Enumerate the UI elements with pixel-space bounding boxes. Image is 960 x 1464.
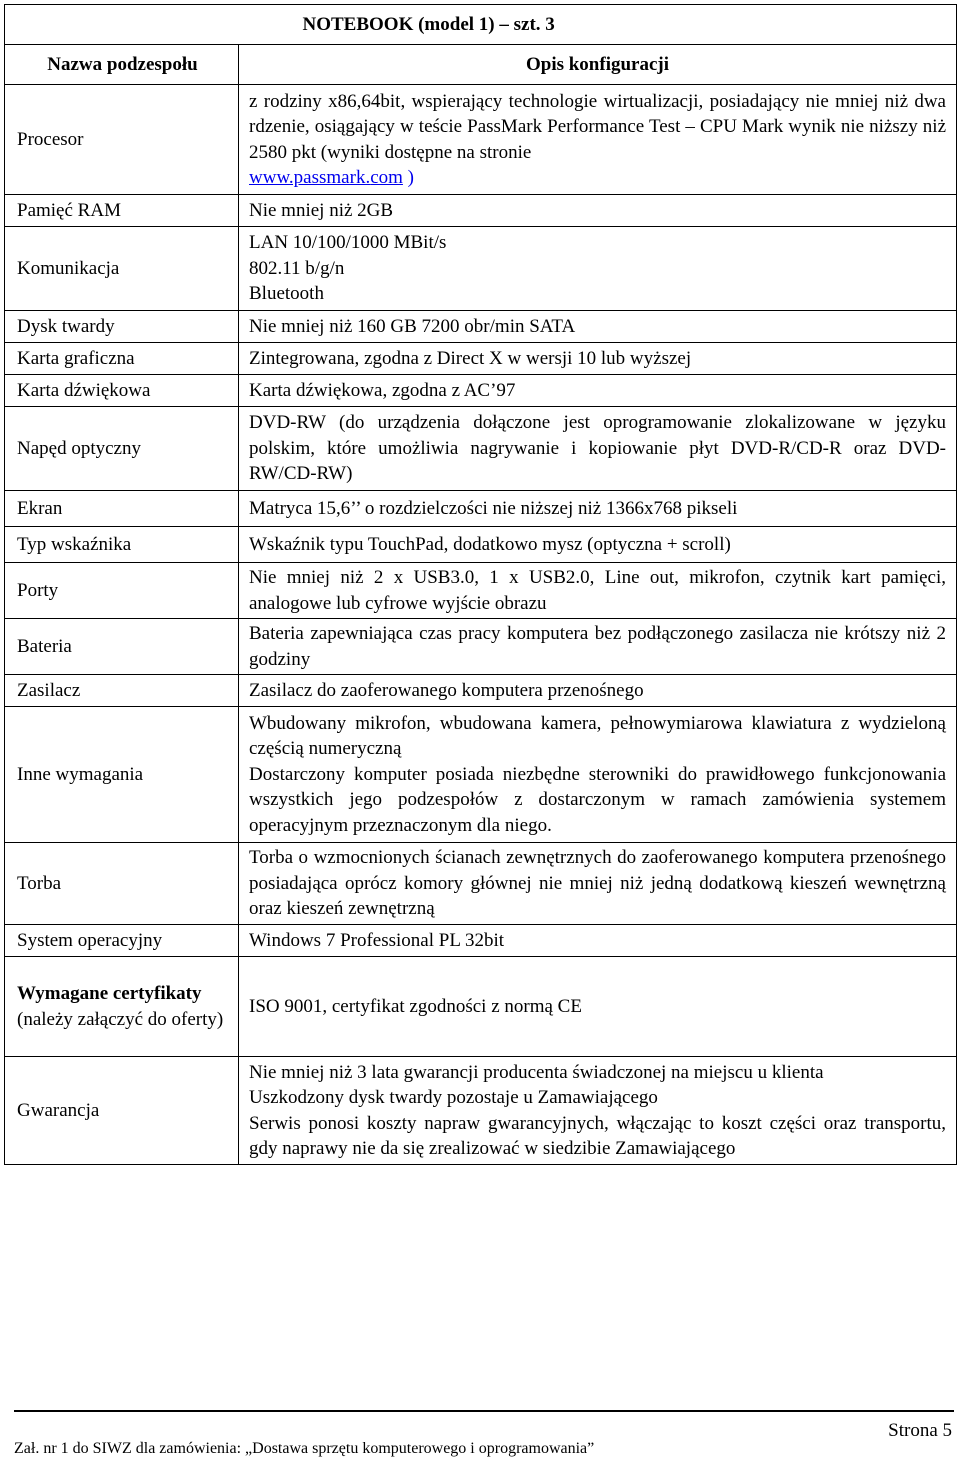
table-row <box>5 707 957 843</box>
header-component: Nazwa podzespołu <box>5 45 239 85</box>
table-row <box>5 843 957 925</box>
row-label: System operacyjny <box>5 925 239 957</box>
footer-divider <box>14 1410 954 1412</box>
row-label: Torba <box>5 843 239 925</box>
table-row <box>5 195 957 227</box>
table-row <box>5 925 957 957</box>
row-description: Zintegrowana, zgodna z Direct X w wersji 10 lub wyższej <box>239 343 957 375</box>
row-description: Bateria zapewniająca czas pracy komputera bez podłączonego zasilacza nie krótszy niż 2 godziny <box>239 619 957 675</box>
row-description: Nie mniej niż 160 GB 7200 obr/min SATA <box>239 311 957 343</box>
certificates-label: Wymagane certyfikaty <box>17 983 202 1004</box>
row-line: Dostarczony komputer posiada niezbędne sterowniki do prawidłowego funkcjonowania wszystkich jego podzespołów z dostarczonym w ramach zamówienia systemem operacyjnym przeznaczonym dla niego. <box>249 763 946 836</box>
row-label: Porty <box>5 563 239 619</box>
row-description: Karta dźwiękowa, zgodna z AC’97 <box>239 375 957 407</box>
row-label: Pamięć RAM <box>5 195 239 227</box>
table-row <box>5 563 957 619</box>
row-description <box>239 227 957 311</box>
row-label: Bateria <box>5 619 239 675</box>
row-description <box>239 85 957 195</box>
table-row <box>5 407 957 491</box>
row-description: Matryca 15,6’’ o rozdzielczości nie niższej niż 1366x768 pikseli <box>239 491 957 527</box>
row-label <box>5 957 239 1057</box>
link-closing: ) <box>402 167 414 188</box>
row-label: Procesor <box>5 85 239 195</box>
header-description: Opis konfiguracji <box>239 45 957 85</box>
table-row <box>5 227 957 311</box>
header-row <box>5 45 957 85</box>
table-row <box>5 957 957 1057</box>
footer-note: Zał. nr 1 do SIWZ dla zamówienia: „Dostawa sprzętu komputerowego i oprogramowania” <box>14 1440 595 1457</box>
table-title: NOTEBOOK (model 1) – szt. 3 <box>239 5 957 45</box>
row-description: Zasilacz do zaoferowanego komputera przenośnego <box>239 675 957 707</box>
row-description: Torba o wzmocnionych ścianach zewnętrznych do zaoferowanego komputera przenośnego posiadająca oprócz komory głównej nie mniej niż jedną dodatkową kieszeń wewnętrzną oraz kieszeń zewnętrzną <box>239 843 957 925</box>
row-line: Uszkodzony dysk twardy pozostaje u Zamawiającego <box>249 1087 658 1108</box>
page-number: Strona 5 <box>888 1420 952 1441</box>
row-label: Ekran <box>5 491 239 527</box>
row-label: Dysk twardy <box>5 311 239 343</box>
row-label: Karta dźwiękowa <box>5 375 239 407</box>
row-description: Windows 7 Professional PL 32bit <box>239 925 957 957</box>
row-line: 802.11 b/g/n <box>249 257 345 279</box>
row-line: Wbudowany mikrofon, wbudowana kamera, pełnowymiarowa klawiatura z wydzieloną częścią numeryczną <box>249 712 946 760</box>
passmark-link-tld[interactable]: com <box>370 167 403 188</box>
row-description: Nie mniej niż 2GB <box>239 195 957 227</box>
spec-table <box>4 4 957 1165</box>
row-description: Wskaźnik typu TouchPad, dodatkowo mysz (optyczna + scroll) <box>239 527 957 563</box>
row-line: Serwis ponosi koszty napraw gwarancyjnych, włączając to koszt części oraz transportu, gdy naprawy nie da się zrealizować w siedzibie Zamawiającego <box>249 1112 946 1159</box>
row-line: z rodziny x86,64bit, wspierający technologie wirtualizacji, posiadający nie mniej niż dwa rdzenie, osiągający w teście PassMark Performance Test – CPU Mark wynik nie niższy niż 2580 pkt (wyniki dostępne na stronie <box>249 90 946 163</box>
row-line: Bluetooth <box>249 283 324 305</box>
row-label: Napęd optyczny <box>5 407 239 491</box>
row-label: Typ wskaźnika <box>5 527 239 563</box>
table-row <box>5 343 957 375</box>
row-description <box>239 1057 957 1165</box>
row-description: ISO 9001, certyfikat zgodności z normą CE <box>239 957 957 1057</box>
table-row <box>5 675 957 707</box>
row-label: Karta graficzna <box>5 343 239 375</box>
row-line: Nie mniej niż 3 lata gwarancji producenta świadczonej na miejscu u klienta <box>249 1061 824 1083</box>
table-row <box>5 85 957 195</box>
table-row <box>5 311 957 343</box>
row-label: Komunikacja <box>5 227 239 311</box>
table-row <box>5 619 957 675</box>
certificates-note: (należy załączyć do oferty) <box>17 1008 224 1030</box>
table-row <box>5 1057 957 1165</box>
row-line: LAN 10/100/1000 MBit/s <box>249 232 447 254</box>
table-row <box>5 527 957 563</box>
table-row <box>5 491 957 527</box>
row-description: Nie mniej niż 2 x USB3.0, 1 x USB2.0, Line out, mikrofon, czytnik kart pamięci, analogowe lub cyfrowe wyjście obrazu <box>239 563 957 619</box>
row-label: Inne wymagania <box>5 707 239 843</box>
row-description <box>239 707 957 843</box>
row-description: DVD-RW (do urządzenia dołączone jest oprogramowanie zlokalizowane w języku polskim, które umożliwia nagrywanie i kopiowanie płyt DVD-R/CD-R oraz DVD-RW/CD-RW) <box>239 407 957 491</box>
passmark-link[interactable]: www.passmark. <box>249 167 371 188</box>
row-label: Zasilacz <box>5 675 239 707</box>
table-row <box>5 375 957 407</box>
title-row <box>5 5 957 45</box>
row-label: Gwarancja <box>5 1057 239 1165</box>
